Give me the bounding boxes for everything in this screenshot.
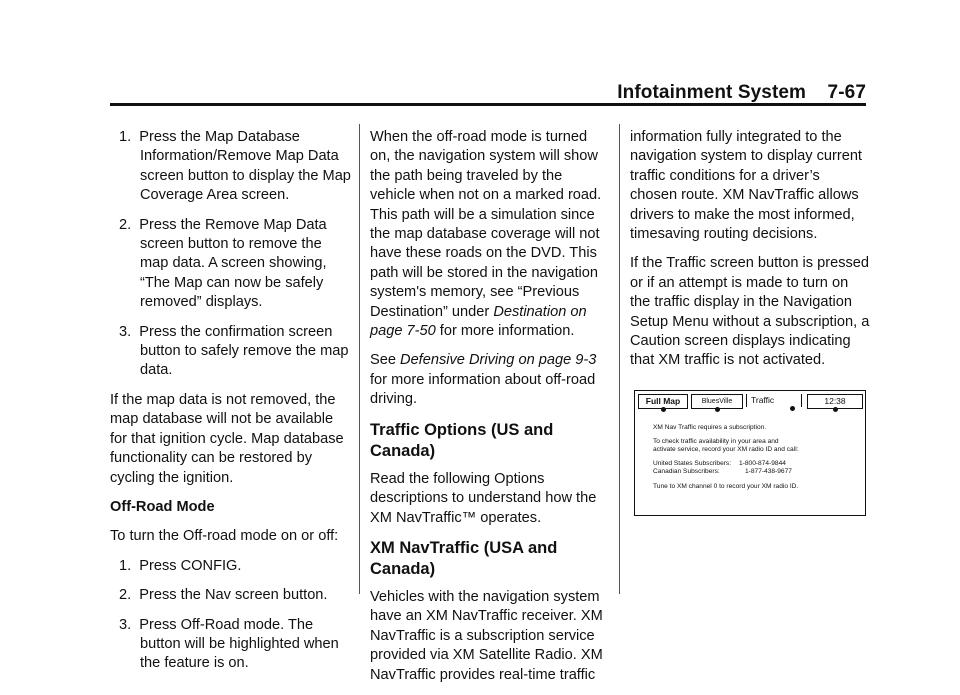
cross-reference: Destination on page 7‑50 bbox=[370, 303, 587, 340]
screen-message: To check traffic availability in your area and bbox=[653, 438, 779, 445]
screen-message: Tune to XM channel 0 to record your XM radio ID. bbox=[653, 483, 799, 490]
page-header bbox=[110, 82, 866, 104]
canada-phone-number: 1‑877‑438‑9677 bbox=[745, 468, 792, 475]
tab-traffic: Traffic bbox=[746, 394, 802, 407]
tab-full-map: Full Map bbox=[638, 394, 688, 409]
section-heading-offroad: Off-Road Mode bbox=[110, 498, 215, 515]
paragraph: To turn the Off-road mode on or off: bbox=[110, 528, 339, 545]
indicator-dot bbox=[661, 407, 666, 412]
cross-reference: Defensive Driving on page 9‑3 bbox=[400, 352, 597, 369]
step-number: 1. bbox=[119, 129, 132, 145]
step-number: 2. bbox=[119, 587, 132, 604]
list-item bbox=[110, 557, 352, 576]
column-1 bbox=[110, 128, 352, 684]
list-item bbox=[110, 616, 352, 674]
section-heading-xm-navtraffic: XM NavTraffic (USA and Canada) bbox=[370, 538, 558, 578]
step-number: 3. bbox=[119, 616, 132, 633]
page-title: Infotainment System 7-67 bbox=[617, 82, 866, 103]
screen-subscriber-line: Canadian Subscribers: 1‑877‑438‑9677 bbox=[653, 468, 792, 475]
column-2 bbox=[370, 128, 610, 695]
screen-tab-bar bbox=[635, 391, 865, 411]
indicator-dot bbox=[790, 406, 795, 411]
column-divider bbox=[619, 124, 620, 594]
column-divider bbox=[359, 124, 360, 594]
screen-message: XM Nav Traffic requires a subscription. bbox=[653, 424, 767, 431]
list-item bbox=[110, 323, 352, 381]
step-number: 3. bbox=[119, 323, 132, 340]
step-text: Press CONFIG. bbox=[139, 557, 242, 574]
screen-message: activate service, record your XM radio ID and call: bbox=[653, 446, 799, 453]
step-number: 1. bbox=[119, 557, 132, 574]
paragraph: Vehicles with the navigation system have an XM NavTraffic receiver. XM NavTraffic is a subscription service provided via XM Satellite Radio. XM NavTraffic provides real-time traffic bbox=[370, 588, 603, 683]
header-rule bbox=[110, 103, 866, 106]
column-3 bbox=[630, 128, 870, 381]
tab-bluesville: BluesVille bbox=[691, 394, 743, 409]
step-text: Press Off-Road mode. The button will be highlighted when the feature is on. bbox=[139, 616, 339, 672]
indicator-dot bbox=[833, 407, 838, 412]
paragraph: When the off-road mode is turned on, the navigation system will show the path being traveled by the vehicle when not on a marked road. This path will be a simulation since the map database coverage will not have these roads on the DVD. This path will be stored in the navigation system's memory, see “Previous Destination” under Destination on page 7‑50 for more information. bbox=[370, 129, 602, 340]
step-number: 2. bbox=[119, 216, 132, 233]
step-text: Press the Nav screen button. bbox=[139, 587, 328, 604]
xm-traffic-screen-illustration bbox=[634, 390, 866, 516]
section-heading-traffic-options: Traffic Options (US and Canada) bbox=[370, 420, 554, 460]
paragraph: See Defensive Driving on page 9‑3 for more information about off-road driving. bbox=[370, 352, 597, 408]
clock-display: 12:38 bbox=[807, 394, 863, 409]
list-item bbox=[110, 128, 352, 206]
paragraph: If the map data is not removed, the map database will not be available for that ignition cycle. Map database functionality can be restored by cycling the ignition. bbox=[110, 391, 344, 486]
list-item bbox=[110, 216, 352, 313]
us-phone-number: 1‑800‑874‑9844 bbox=[739, 460, 786, 467]
paragraph: Read the following Options descriptions to understand how the XM NavTraffic™ operates. bbox=[370, 470, 597, 526]
paragraph: If the Traffic screen button is pressed or if an attempt is made to turn on the traffic display in the Navigation Setup Menu without a subscription, a Caution screen displays indicating that XM traffic is not activated. bbox=[630, 255, 870, 369]
list-item bbox=[110, 586, 352, 605]
screen-subscriber-line: United States Subscribers: 1‑800‑874‑9844 bbox=[653, 460, 786, 467]
indicator-dot bbox=[715, 407, 720, 412]
step-text: Press the confirmation screen button to safely remove the map data. bbox=[139, 323, 349, 379]
step-text: Press the Map Database Information/Remove Map Data screen button to display the Map Coverage Area screen. bbox=[139, 129, 351, 204]
step-text: Press the Remove Map Data screen button to remove the map data. A screen showing, “The Map can now be safely removed” displays. bbox=[139, 216, 327, 311]
paragraph: information fully integrated to the navigation system to display current traffic conditions for a driver’s chosen route. XM NavTraffic allows drivers to make the most informed, timesaving routing decisions. bbox=[630, 129, 862, 243]
